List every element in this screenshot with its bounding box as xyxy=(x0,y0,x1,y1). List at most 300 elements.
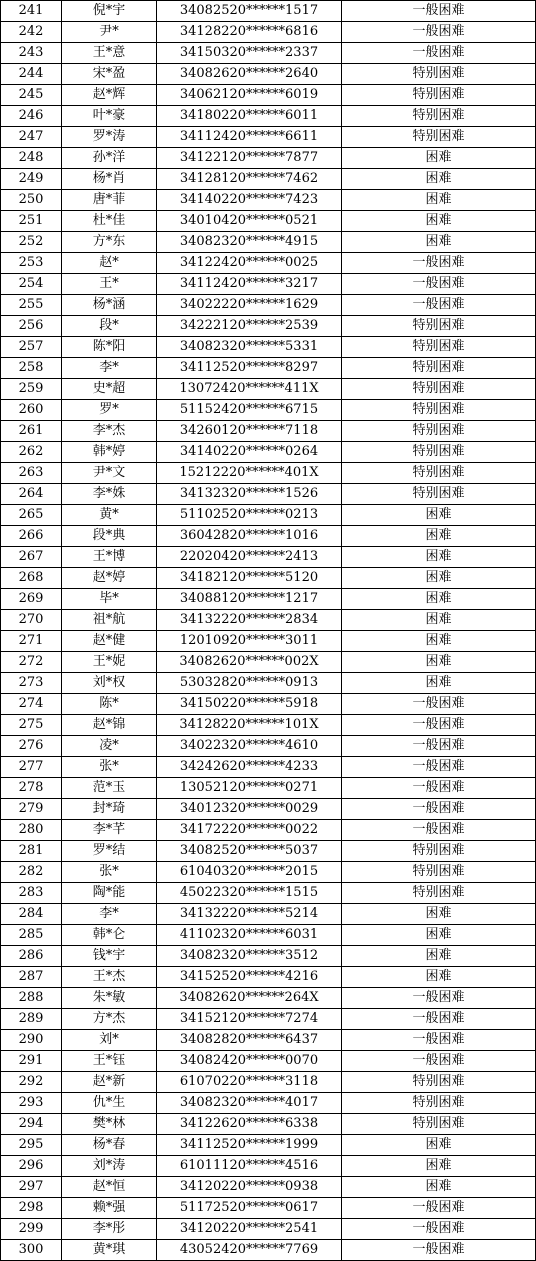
table-row xyxy=(1,673,536,694)
name-cell: 李*芊 xyxy=(62,820,157,841)
row-number-cell: 269 xyxy=(1,589,62,610)
name-cell: 陈*阳 xyxy=(62,337,157,358)
table-row xyxy=(1,862,536,883)
table-row xyxy=(1,778,536,799)
hardship-level-cell: 一般困难 xyxy=(342,778,536,799)
id-number-cell: 34112420******6611 xyxy=(157,127,342,148)
id-number-cell: 34082620******264X xyxy=(157,988,342,1009)
table-row xyxy=(1,1240,536,1261)
table-row xyxy=(1,526,536,547)
hardship-level-cell: 特别困难 xyxy=(342,316,536,337)
table-row xyxy=(1,1114,536,1135)
table-row xyxy=(1,883,536,904)
name-cell: 王*杰 xyxy=(62,967,157,988)
row-number-cell: 291 xyxy=(1,1051,62,1072)
name-cell: 张* xyxy=(62,757,157,778)
hardship-level-cell: 特别困难 xyxy=(342,421,536,442)
row-number-cell: 264 xyxy=(1,484,62,505)
name-cell: 韩*婷 xyxy=(62,442,157,463)
name-cell: 方*东 xyxy=(62,232,157,253)
name-cell: 罗*涛 xyxy=(62,127,157,148)
name-cell: 张* xyxy=(62,862,157,883)
table-row xyxy=(1,316,536,337)
row-number-cell: 259 xyxy=(1,379,62,400)
id-number-cell: 34088120******1217 xyxy=(157,589,342,610)
name-cell: 仇*生 xyxy=(62,1093,157,1114)
row-number-cell: 275 xyxy=(1,715,62,736)
name-cell: 钱*宇 xyxy=(62,946,157,967)
hardship-level-cell: 困难 xyxy=(342,568,536,589)
table-row xyxy=(1,148,536,169)
id-number-cell: 61070220******3118 xyxy=(157,1072,342,1093)
table-row xyxy=(1,1198,536,1219)
name-cell: 樊*林 xyxy=(62,1114,157,1135)
name-cell: 李*杰 xyxy=(62,421,157,442)
id-number-cell: 34222120******2539 xyxy=(157,316,342,337)
name-cell: 赖*强 xyxy=(62,1198,157,1219)
name-cell: 罗* xyxy=(62,400,157,421)
id-number-cell: 34122120******7877 xyxy=(157,148,342,169)
name-cell: 毕* xyxy=(62,589,157,610)
name-cell: 封*琦 xyxy=(62,799,157,820)
id-number-cell: 34150220******5918 xyxy=(157,694,342,715)
id-number-cell: 34082620******002X xyxy=(157,652,342,673)
id-number-cell: 61011120******4516 xyxy=(157,1156,342,1177)
row-number-cell: 246 xyxy=(1,106,62,127)
id-number-cell: 34082620******2640 xyxy=(157,64,342,85)
name-cell: 唐*菲 xyxy=(62,190,157,211)
table-row xyxy=(1,484,536,505)
name-cell: 孙*洋 xyxy=(62,148,157,169)
id-number-cell: 34120220******0938 xyxy=(157,1177,342,1198)
id-number-cell: 34120220******2541 xyxy=(157,1219,342,1240)
name-cell: 杨*春 xyxy=(62,1135,157,1156)
row-number-cell: 241 xyxy=(1,1,62,22)
row-number-cell: 276 xyxy=(1,736,62,757)
table-row xyxy=(1,127,536,148)
table-row xyxy=(1,358,536,379)
hardship-level-cell: 困难 xyxy=(342,967,536,988)
name-cell: 杨*涵 xyxy=(62,295,157,316)
name-cell: 宋*盈 xyxy=(62,64,157,85)
hardship-level-cell: 困难 xyxy=(342,1156,536,1177)
row-number-cell: 253 xyxy=(1,253,62,274)
table-row xyxy=(1,22,536,43)
row-number-cell: 297 xyxy=(1,1177,62,1198)
id-number-cell: 34132220******2834 xyxy=(157,610,342,631)
id-number-cell: 53032820******0913 xyxy=(157,673,342,694)
row-number-cell: 270 xyxy=(1,610,62,631)
name-cell: 赵*健 xyxy=(62,631,157,652)
table-row xyxy=(1,652,536,673)
row-number-cell: 281 xyxy=(1,841,62,862)
hardship-level-cell: 困难 xyxy=(342,652,536,673)
row-number-cell: 280 xyxy=(1,820,62,841)
id-number-cell: 34122420******0025 xyxy=(157,253,342,274)
hardship-level-cell: 特别困难 xyxy=(342,862,536,883)
name-cell: 王* xyxy=(62,274,157,295)
row-number-cell: 294 xyxy=(1,1114,62,1135)
name-cell: 陶*能 xyxy=(62,883,157,904)
table-row xyxy=(1,379,536,400)
hardship-level-cell: 特别困难 xyxy=(342,400,536,421)
name-cell: 黄* xyxy=(62,505,157,526)
table-row xyxy=(1,400,536,421)
name-cell: 杜*佳 xyxy=(62,211,157,232)
hardship-level-cell: 困难 xyxy=(342,232,536,253)
hardship-level-cell: 特别困难 xyxy=(342,379,536,400)
row-number-cell: 242 xyxy=(1,22,62,43)
hardship-level-cell: 一般困难 xyxy=(342,1009,536,1030)
name-cell: 李*姝 xyxy=(62,484,157,505)
table-row xyxy=(1,715,536,736)
table-row xyxy=(1,106,536,127)
row-number-cell: 277 xyxy=(1,757,62,778)
id-number-cell: 15212220******401X xyxy=(157,463,342,484)
name-cell: 刘* xyxy=(62,1030,157,1051)
name-cell: 王*妮 xyxy=(62,652,157,673)
hardship-level-cell: 困难 xyxy=(342,1177,536,1198)
table-row xyxy=(1,1072,536,1093)
table-row xyxy=(1,295,536,316)
row-number-cell: 248 xyxy=(1,148,62,169)
row-number-cell: 274 xyxy=(1,694,62,715)
hardship-level-cell: 困难 xyxy=(342,946,536,967)
row-number-cell: 279 xyxy=(1,799,62,820)
row-number-cell: 267 xyxy=(1,547,62,568)
name-cell: 赵* xyxy=(62,253,157,274)
table-row xyxy=(1,736,536,757)
name-cell: 陈* xyxy=(62,694,157,715)
row-number-cell: 244 xyxy=(1,64,62,85)
name-cell: 段* xyxy=(62,316,157,337)
id-number-cell: 51102520******0213 xyxy=(157,505,342,526)
table-row xyxy=(1,337,536,358)
id-number-cell: 34082320******5331 xyxy=(157,337,342,358)
hardship-level-cell: 困难 xyxy=(342,211,536,232)
id-number-cell: 43052420******7769 xyxy=(157,1240,342,1261)
hardship-level-cell: 一般困难 xyxy=(342,715,536,736)
id-number-cell: 34182120******5120 xyxy=(157,568,342,589)
table-row xyxy=(1,1219,536,1240)
hardship-level-cell: 一般困难 xyxy=(342,1,536,22)
row-number-cell: 289 xyxy=(1,1009,62,1030)
row-number-cell: 258 xyxy=(1,358,62,379)
table-row xyxy=(1,253,536,274)
name-cell: 史*超 xyxy=(62,379,157,400)
row-number-cell: 249 xyxy=(1,169,62,190)
id-number-cell: 34012320******0029 xyxy=(157,799,342,820)
hardship-level-cell: 一般困难 xyxy=(342,295,536,316)
hardship-level-cell: 困难 xyxy=(342,148,536,169)
table-row xyxy=(1,694,536,715)
name-cell: 王*钰 xyxy=(62,1051,157,1072)
hardship-level-cell: 特别困难 xyxy=(342,1114,536,1135)
hardship-level-cell: 困难 xyxy=(342,610,536,631)
table-row xyxy=(1,1135,536,1156)
id-number-cell: 34128220******101X xyxy=(157,715,342,736)
id-number-cell: 34242620******4233 xyxy=(157,757,342,778)
hardship-level-cell: 一般困难 xyxy=(342,799,536,820)
id-number-cell: 41102320******6031 xyxy=(157,925,342,946)
id-number-cell: 34112420******3217 xyxy=(157,274,342,295)
name-cell: 韩*仑 xyxy=(62,925,157,946)
id-number-cell: 22020420******2413 xyxy=(157,547,342,568)
table-row xyxy=(1,946,536,967)
row-number-cell: 265 xyxy=(1,505,62,526)
row-number-cell: 250 xyxy=(1,190,62,211)
table-row xyxy=(1,589,536,610)
hardship-level-cell: 特别困难 xyxy=(342,463,536,484)
name-cell: 王*博 xyxy=(62,547,157,568)
hardship-level-cell: 一般困难 xyxy=(342,1198,536,1219)
hardship-level-cell: 困难 xyxy=(342,505,536,526)
table-row xyxy=(1,1030,536,1051)
table-row xyxy=(1,610,536,631)
hardship-level-cell: 一般困难 xyxy=(342,694,536,715)
table-row xyxy=(1,442,536,463)
row-number-cell: 293 xyxy=(1,1093,62,1114)
table-row xyxy=(1,820,536,841)
name-cell: 黄*琪 xyxy=(62,1240,157,1261)
id-number-cell: 34010420******0521 xyxy=(157,211,342,232)
row-number-cell: 262 xyxy=(1,442,62,463)
row-number-cell: 273 xyxy=(1,673,62,694)
id-number-cell: 34122620******6338 xyxy=(157,1114,342,1135)
row-number-cell: 254 xyxy=(1,274,62,295)
hardship-level-cell: 特别困难 xyxy=(342,1093,536,1114)
name-cell: 赵*恒 xyxy=(62,1177,157,1198)
name-cell: 李*彤 xyxy=(62,1219,157,1240)
id-number-cell: 36042820******1016 xyxy=(157,526,342,547)
id-number-cell: 34180220******6011 xyxy=(157,106,342,127)
name-cell: 祖*航 xyxy=(62,610,157,631)
name-cell: 刘*涛 xyxy=(62,1156,157,1177)
table-row xyxy=(1,841,536,862)
table-row xyxy=(1,904,536,925)
name-cell: 方*杰 xyxy=(62,1009,157,1030)
row-number-cell: 282 xyxy=(1,862,62,883)
id-number-cell: 34112520******1999 xyxy=(157,1135,342,1156)
table-row xyxy=(1,1051,536,1072)
name-cell: 尹* xyxy=(62,22,157,43)
row-number-cell: 288 xyxy=(1,988,62,1009)
name-cell: 赵*辉 xyxy=(62,85,157,106)
id-number-cell: 34022220******1629 xyxy=(157,295,342,316)
id-number-cell: 61040320******2015 xyxy=(157,862,342,883)
table-row xyxy=(1,169,536,190)
id-number-cell: 34112520******8297 xyxy=(157,358,342,379)
row-number-cell: 285 xyxy=(1,925,62,946)
name-cell: 王*意 xyxy=(62,43,157,64)
table-row xyxy=(1,988,536,1009)
table-row xyxy=(1,64,536,85)
row-number-cell: 296 xyxy=(1,1156,62,1177)
table-row xyxy=(1,505,536,526)
row-number-cell: 292 xyxy=(1,1072,62,1093)
hardship-level-cell: 一般困难 xyxy=(342,988,536,1009)
hardship-level-cell: 一般困难 xyxy=(342,820,536,841)
name-cell: 凌* xyxy=(62,736,157,757)
hardship-level-cell: 一般困难 xyxy=(342,757,536,778)
hardship-level-cell: 一般困难 xyxy=(342,43,536,64)
row-number-cell: 252 xyxy=(1,232,62,253)
hardship-level-cell: 一般困难 xyxy=(342,22,536,43)
id-number-cell: 34082420******0070 xyxy=(157,1051,342,1072)
table-row xyxy=(1,232,536,253)
name-cell: 李* xyxy=(62,904,157,925)
name-cell: 叶*豪 xyxy=(62,106,157,127)
hardship-level-cell: 困难 xyxy=(342,547,536,568)
name-cell: 倪*宇 xyxy=(62,1,157,22)
hardship-level-cell: 困难 xyxy=(342,673,536,694)
hardship-level-cell: 一般困难 xyxy=(342,274,536,295)
hardship-level-cell: 特别困难 xyxy=(342,442,536,463)
row-number-cell: 245 xyxy=(1,85,62,106)
id-number-cell: 34022320******4610 xyxy=(157,736,342,757)
id-number-cell: 34062120******6019 xyxy=(157,85,342,106)
name-cell: 赵*锦 xyxy=(62,715,157,736)
table-row xyxy=(1,1177,536,1198)
hardship-level-cell: 一般困难 xyxy=(342,253,536,274)
hardship-level-cell: 特别困难 xyxy=(342,106,536,127)
id-number-cell: 13072420******411X xyxy=(157,379,342,400)
table-row xyxy=(1,85,536,106)
table-body xyxy=(1,1,536,1261)
hardship-level-cell: 一般困难 xyxy=(342,1030,536,1051)
id-number-cell: 34140220******0264 xyxy=(157,442,342,463)
id-number-cell: 34172220******0022 xyxy=(157,820,342,841)
id-number-cell: 13052120******0271 xyxy=(157,778,342,799)
hardship-level-cell: 特别困难 xyxy=(342,337,536,358)
row-number-cell: 287 xyxy=(1,967,62,988)
id-number-cell: 34082320******3512 xyxy=(157,946,342,967)
row-number-cell: 268 xyxy=(1,568,62,589)
table-row xyxy=(1,1093,536,1114)
row-number-cell: 284 xyxy=(1,904,62,925)
table-row xyxy=(1,631,536,652)
table-row xyxy=(1,1009,536,1030)
id-number-cell: 34082320******4915 xyxy=(157,232,342,253)
table-row xyxy=(1,211,536,232)
row-number-cell: 261 xyxy=(1,421,62,442)
hardship-level-cell: 困难 xyxy=(342,904,536,925)
row-number-cell: 266 xyxy=(1,526,62,547)
hardship-level-cell: 一般困难 xyxy=(342,736,536,757)
id-number-cell: 34132320******1526 xyxy=(157,484,342,505)
table-row xyxy=(1,568,536,589)
id-number-cell: 51152420******6715 xyxy=(157,400,342,421)
row-number-cell: 251 xyxy=(1,211,62,232)
name-cell: 赵*新 xyxy=(62,1072,157,1093)
row-number-cell: 260 xyxy=(1,400,62,421)
id-number-cell: 34132220******5214 xyxy=(157,904,342,925)
id-number-cell: 51172520******0617 xyxy=(157,1198,342,1219)
hardship-level-cell: 一般困难 xyxy=(342,1051,536,1072)
row-number-cell: 256 xyxy=(1,316,62,337)
hardship-level-cell: 困难 xyxy=(342,1135,536,1156)
hardship-level-cell: 困难 xyxy=(342,526,536,547)
hardship-level-cell: 困难 xyxy=(342,631,536,652)
id-number-cell: 12010920******3011 xyxy=(157,631,342,652)
name-cell: 尹*文 xyxy=(62,463,157,484)
id-number-cell: 34082520******5037 xyxy=(157,841,342,862)
id-number-cell: 34128220******6816 xyxy=(157,22,342,43)
row-number-cell: 298 xyxy=(1,1198,62,1219)
name-cell: 赵*婷 xyxy=(62,568,157,589)
hardship-level-cell: 特别困难 xyxy=(342,358,536,379)
id-number-cell: 34082320******4017 xyxy=(157,1093,342,1114)
table-row xyxy=(1,421,536,442)
row-number-cell: 290 xyxy=(1,1030,62,1051)
table-row xyxy=(1,799,536,820)
hardship-level-cell: 特别困难 xyxy=(342,883,536,904)
table-row xyxy=(1,274,536,295)
id-number-cell: 34128120******7462 xyxy=(157,169,342,190)
hardship-level-cell: 一般困难 xyxy=(342,1219,536,1240)
row-number-cell: 278 xyxy=(1,778,62,799)
table-row xyxy=(1,757,536,778)
hardship-level-cell: 特别困难 xyxy=(342,841,536,862)
row-number-cell: 243 xyxy=(1,43,62,64)
id-number-cell: 34152120******7274 xyxy=(157,1009,342,1030)
hardship-level-cell: 特别困难 xyxy=(342,85,536,106)
name-cell: 杨*肖 xyxy=(62,169,157,190)
table-row xyxy=(1,1156,536,1177)
row-number-cell: 283 xyxy=(1,883,62,904)
hardship-level-cell: 困难 xyxy=(342,925,536,946)
hardship-level-cell: 困难 xyxy=(342,589,536,610)
name-cell: 李* xyxy=(62,358,157,379)
name-cell: 朱*敏 xyxy=(62,988,157,1009)
id-number-cell: 34152520******4216 xyxy=(157,967,342,988)
id-number-cell: 34082520******1517 xyxy=(157,1,342,22)
table-row xyxy=(1,463,536,484)
hardship-level-cell: 特别困难 xyxy=(342,1072,536,1093)
id-number-cell: 45022320******1515 xyxy=(157,883,342,904)
table-row xyxy=(1,43,536,64)
table-row xyxy=(1,925,536,946)
name-cell: 罗*结 xyxy=(62,841,157,862)
row-number-cell: 271 xyxy=(1,631,62,652)
table-row xyxy=(1,547,536,568)
row-number-cell: 257 xyxy=(1,337,62,358)
name-cell: 段*典 xyxy=(62,526,157,547)
table-row xyxy=(1,1,536,22)
hardship-level-cell: 特别困难 xyxy=(342,64,536,85)
row-number-cell: 286 xyxy=(1,946,62,967)
row-number-cell: 272 xyxy=(1,652,62,673)
table-row xyxy=(1,967,536,988)
hardship-level-cell: 特别困难 xyxy=(342,484,536,505)
row-number-cell: 295 xyxy=(1,1135,62,1156)
hardship-level-cell: 困难 xyxy=(342,169,536,190)
id-number-cell: 34260120******7118 xyxy=(157,421,342,442)
name-cell: 刘*权 xyxy=(62,673,157,694)
hardship-level-cell: 一般困难 xyxy=(342,1240,536,1261)
row-number-cell: 255 xyxy=(1,295,62,316)
row-number-cell: 263 xyxy=(1,463,62,484)
id-number-cell: 34082820******6437 xyxy=(157,1030,342,1051)
row-number-cell: 300 xyxy=(1,1240,62,1261)
id-number-cell: 34150320******2337 xyxy=(157,43,342,64)
table-row xyxy=(1,190,536,211)
row-number-cell: 247 xyxy=(1,127,62,148)
hardship-level-cell: 困难 xyxy=(342,190,536,211)
name-cell: 范*玉 xyxy=(62,778,157,799)
row-number-cell: 299 xyxy=(1,1219,62,1240)
hardship-level-cell: 特别困难 xyxy=(342,127,536,148)
